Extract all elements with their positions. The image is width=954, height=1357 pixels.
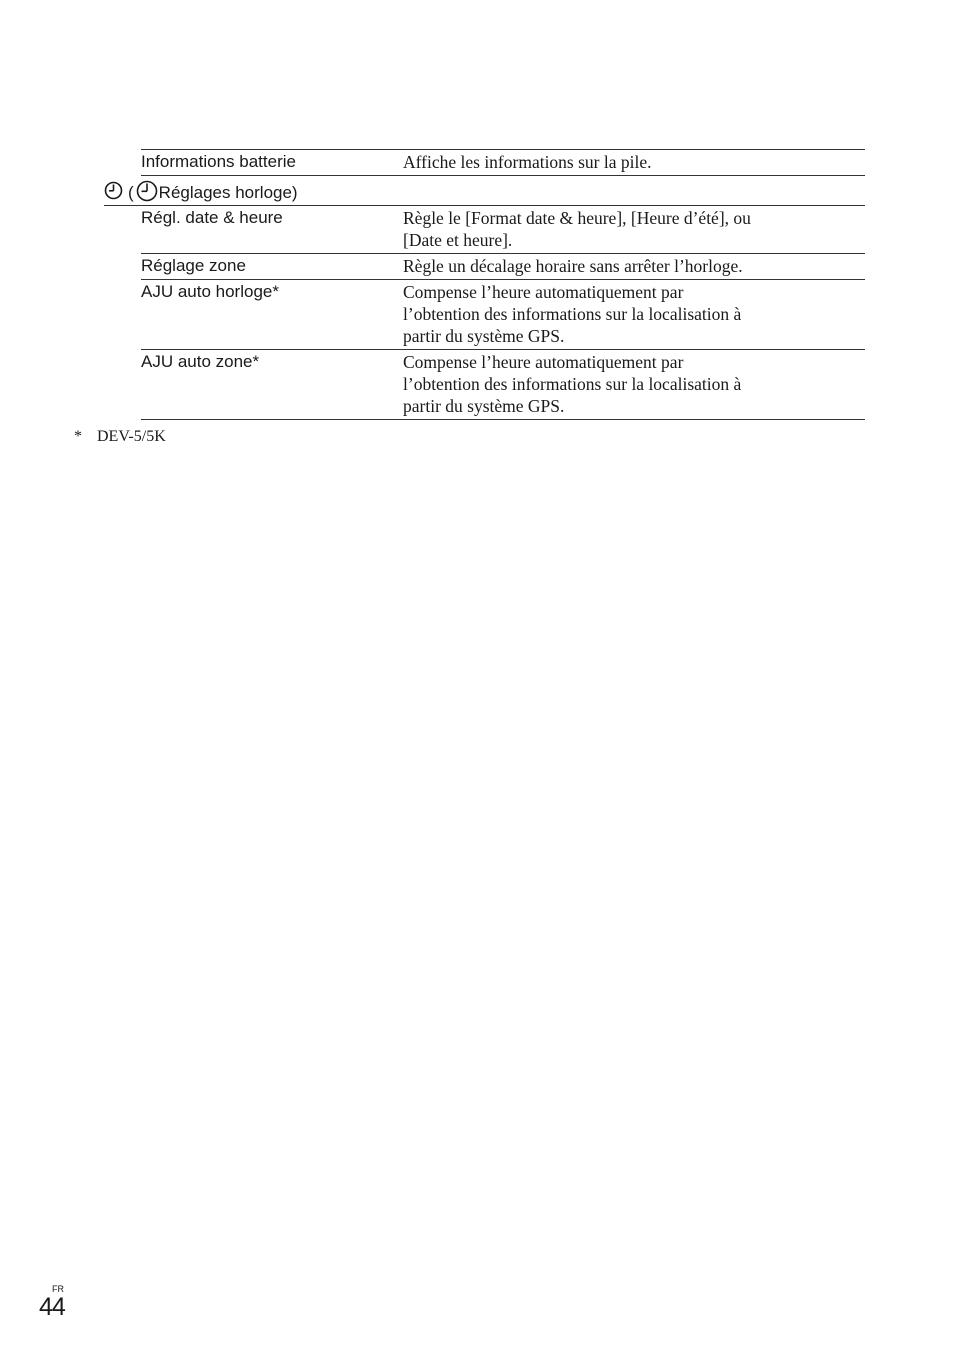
table-rule-top bbox=[141, 149, 865, 150]
table-rule-row-3 bbox=[141, 349, 865, 350]
row-desc-line: l’obtention des informations sur la localisation à bbox=[403, 304, 742, 324]
page-language-code: FR bbox=[52, 1284, 64, 1294]
row-desc-auto-zone bbox=[403, 351, 823, 417]
row-desc-line: Règle un décalage horaire sans arrêter l’horloge. bbox=[403, 256, 743, 276]
row-desc-line: [Date et heure]. bbox=[403, 230, 513, 250]
row-label-auto-zone: AJU auto zone* bbox=[141, 352, 260, 371]
row-label-battery: Informations batterie bbox=[141, 152, 296, 171]
row-label-zone: Réglage zone bbox=[141, 256, 246, 275]
footnote-marker: * bbox=[74, 428, 82, 445]
table-rule-row-2 bbox=[141, 279, 865, 280]
page-number: 44 bbox=[39, 1293, 65, 1321]
row-desc-line: partir du système GPS. bbox=[403, 396, 565, 416]
row-desc-battery bbox=[403, 151, 823, 173]
clock-icon bbox=[136, 180, 158, 207]
section-open-paren: ( bbox=[128, 183, 134, 202]
table-rule-row-1 bbox=[141, 253, 865, 254]
row-desc-line: Compense l’heure automatiquement par bbox=[403, 352, 684, 372]
row-desc-line: Règle le [Format date & heure], [Heure d’été], ou bbox=[403, 208, 751, 228]
table-rule-section-bottom bbox=[104, 205, 865, 206]
footnote bbox=[74, 428, 166, 446]
row-desc-line: Compense l’heure automatiquement par bbox=[403, 282, 684, 302]
row-desc-auto-clock bbox=[403, 281, 823, 347]
row-desc-line: l’obtention des informations sur la localisation à bbox=[403, 374, 742, 394]
section-header-clock-settings bbox=[104, 181, 298, 205]
row-desc-zone bbox=[403, 255, 823, 277]
clock-icon bbox=[104, 181, 123, 205]
table-rule-section-top bbox=[141, 175, 865, 176]
row-label-date-time: Régl. date & heure bbox=[141, 208, 283, 227]
row-desc-date-time bbox=[403, 207, 823, 251]
row-desc-line: Affiche les informations sur la pile. bbox=[403, 152, 652, 172]
table-rule-bottom bbox=[141, 419, 865, 420]
section-title: Réglages horloge) bbox=[158, 183, 298, 202]
row-label-auto-clock: AJU auto horloge* bbox=[141, 282, 279, 301]
footnote-text: DEV-5/5K bbox=[97, 428, 166, 445]
row-desc-line: partir du système GPS. bbox=[403, 326, 565, 346]
